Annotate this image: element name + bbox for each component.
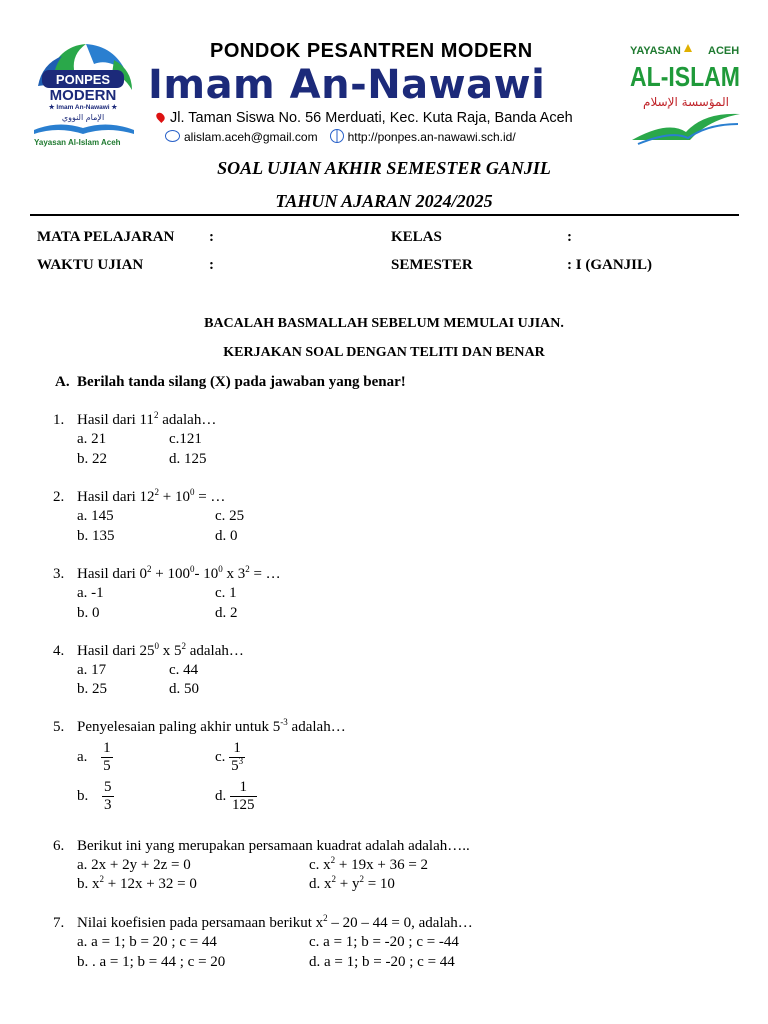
logo-modern-text: MODERN <box>49 87 117 104</box>
header-divider <box>30 214 739 216</box>
q7-question: Nilai koefisien pada persamaan berikut $x^2 - 20 - 44 = 0$, adalah… <box>77 913 473 931</box>
q4-option-d[interactable]: d. 50 <box>169 681 199 697</box>
q1-option-a[interactable]: a. 21 <box>77 431 107 447</box>
kelas-label: KELAS <box>391 229 442 245</box>
q3-option-b[interactable]: b. 0 <box>77 605 100 621</box>
logo-ponpes-text: PONPES <box>55 72 111 87</box>
q5-number: 5. <box>53 719 65 735</box>
address-text: Jl. Taman Siswa No. 56 Merduati, Kec. Kuta Raja, Banda Aceh <box>170 110 573 126</box>
q4-option-c[interactable]: c. 44 <box>169 662 199 678</box>
globe-icon <box>330 129 344 143</box>
logo-imam-text: ★ Imam An-Nawawi ★ <box>48 104 118 111</box>
q3-number: 3. <box>53 566 65 582</box>
header-top-line: PONDOK PESANTREN MODERN <box>210 40 533 62</box>
q7-option-a[interactable]: a. a = 1; b = 20 ; c = 44 <box>77 934 217 950</box>
section-a-instruction: Berilah tanda silang (X) pada jawaban yang benar! <box>77 374 406 390</box>
q5-option-b[interactable]: b. $\frac{5}{3}$ <box>77 779 112 813</box>
location-pin-icon <box>155 111 167 123</box>
website-text: http://ponpes.an-nawawi.sch.id/ <box>347 130 516 144</box>
waktu-ujian-label: WAKTU UJIAN <box>37 257 144 273</box>
q5-option-d[interactable]: d. $\frac{1}{125}$ <box>215 779 255 813</box>
q2-option-a[interactable]: a. 145 <box>77 508 114 524</box>
waktu-ujian-colon: : <box>209 257 214 273</box>
q3-option-d[interactable]: d. 2 <box>215 605 238 621</box>
ponpes-logo <box>28 40 140 148</box>
semester-label: SEMESTER <box>391 257 473 273</box>
header-address <box>156 110 573 126</box>
q1-option-c[interactable]: c.121 <box>169 431 202 447</box>
email-icon <box>165 130 180 142</box>
logo-yayasan-caption: Yayasan Al-Islam Aceh <box>34 138 121 147</box>
q2-question: Hasil dari $12^2 + 10^0$ = … <box>77 487 226 505</box>
q3-question: Hasil dari $0^2 + 100^0-$ $10^0$ x $3^2$ = … <box>77 564 281 582</box>
q7-option-b[interactable]: b. . a = 1; b = 44 ; c = 20 <box>77 954 226 970</box>
kelas-colon: : <box>567 229 572 245</box>
q6-option-d[interactable]: d. $x^2 + y^2 = 10$ <box>309 874 395 892</box>
q5-option-a[interactable]: a. $\frac{1}{5}$ <box>77 740 111 774</box>
logo-al-islam-text: AL-ISLAM <box>630 61 740 92</box>
q5-question: Penyelesaian paling akhir untuk $5^{-3}$ adalah… <box>77 717 346 735</box>
section-a-letter: A. <box>55 374 70 390</box>
instruction-teliti: KERJAKAN SOAL DENGAN TELITI DAN BENAR <box>223 345 545 360</box>
q2-option-b[interactable]: b. 135 <box>77 528 115 544</box>
header-contact <box>165 129 516 144</box>
q6-option-c[interactable]: c. $x^2 + 19x + 36 = 2$ <box>309 855 429 873</box>
mata-pelajaran-colon: : <box>209 229 214 245</box>
q2-option-c[interactable]: c. 25 <box>215 508 245 524</box>
q2-number: 2. <box>53 489 65 505</box>
exam-year: TAHUN AJARAN 2024/2025 <box>275 191 493 211</box>
exam-title: SOAL UJIAN AKHIR SEMESTER GANJIL <box>217 158 551 178</box>
logo-aceh-text: ACEH <box>708 45 740 57</box>
logo-arabic-right: المؤسسة الإسلام <box>643 95 729 109</box>
q6-option-a[interactable]: a. 2x + 2y + 2z = 0 <box>77 857 191 873</box>
q1-option-d[interactable]: d. 125 <box>169 451 207 467</box>
q6-option-b[interactable]: b. $x^2 + 12x + 32 = 0$ <box>77 874 197 892</box>
q1-option-b[interactable]: b. 22 <box>77 451 107 467</box>
mata-pelajaran-label: MATA PELAJARAN <box>37 229 175 245</box>
q7-option-c[interactable]: c. a = 1; b = -20 ; c = -44 <box>309 934 459 950</box>
q7-number: 7. <box>53 915 65 931</box>
q7-option-d[interactable]: d. a = 1; b = -20 ; c = 44 <box>309 954 455 970</box>
q3-option-c[interactable]: c. 1 <box>215 585 237 601</box>
email-text: alislam.aceh@gmail.com <box>184 130 318 144</box>
q6-question: Berikut ini yang merupakan persamaan kuadrat adalah adalah….. <box>77 838 470 854</box>
q5-option-c[interactable]: c. $\frac{1}{5^3}$ <box>215 740 244 774</box>
q4-number: 4. <box>53 643 65 659</box>
instruction-basmallah: BACALAH BASMALLAH SEBELUM MEMULAI UJIAN. <box>204 316 564 331</box>
q1-question: Hasil dari $11^2$ adalah… <box>77 410 217 428</box>
q3-option-a[interactable]: a. -1 <box>77 585 104 601</box>
q4-question: Hasil dari $25^0$ x $5^2$ adalah… <box>77 641 244 659</box>
al-islam-logo <box>628 40 744 148</box>
logo-arabic-text: الإمام النووي <box>61 113 105 122</box>
q1-number: 1. <box>53 412 65 428</box>
header-main-title: Imam An-Nawawi <box>148 62 546 108</box>
q2-option-d[interactable]: d. 0 <box>215 528 238 544</box>
logo-yayasan-text: YAYASAN <box>630 45 681 57</box>
q4-option-b[interactable]: b. 25 <box>77 681 107 697</box>
q6-number: 6. <box>53 838 65 854</box>
semester-value: : I (GANJIL) <box>567 257 652 273</box>
q4-option-a[interactable]: a. 17 <box>77 662 107 678</box>
